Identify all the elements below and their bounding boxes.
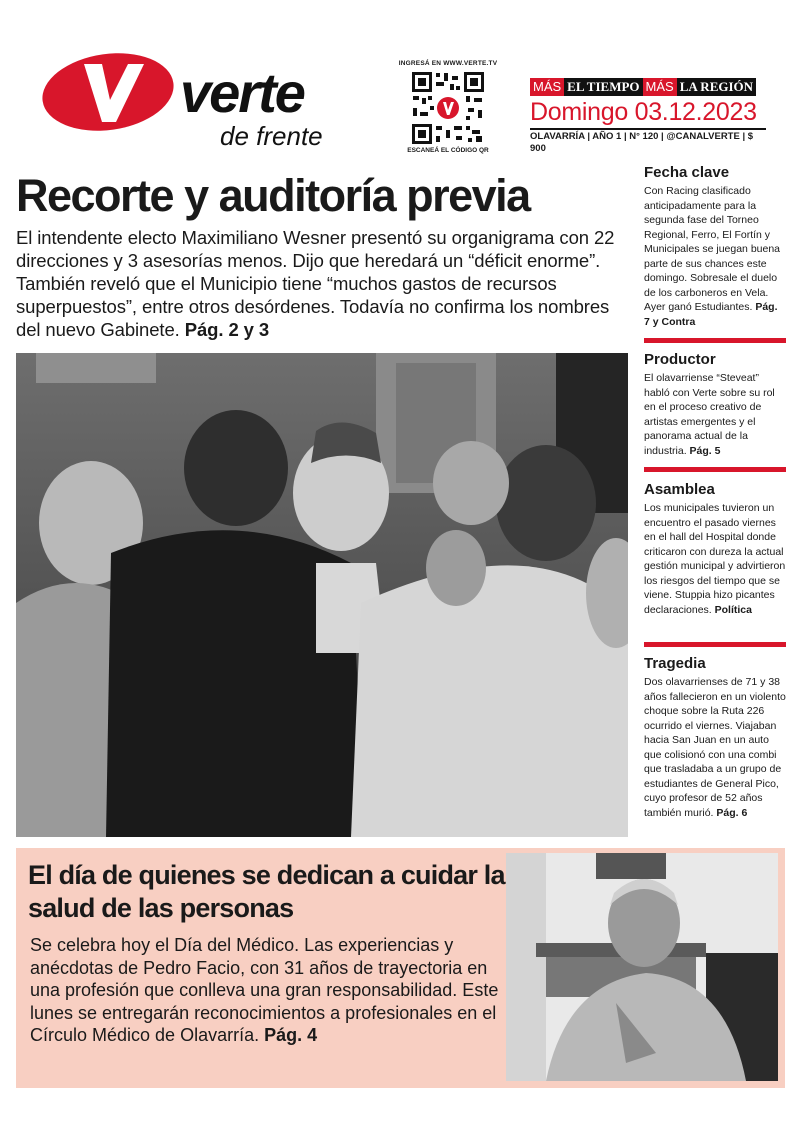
- main-page-ref[interactable]: Pág. 2 y 3: [184, 319, 270, 340]
- side-ref-asamblea[interactable]: Política: [714, 603, 752, 616]
- side-rule-1: [644, 338, 786, 343]
- verte-logo: [36, 50, 366, 150]
- main-headline[interactable]: Recorte y auditoría previa: [16, 170, 530, 221]
- side-rule-2: [644, 467, 786, 472]
- date-rule: [530, 128, 766, 130]
- feature-headline[interactable]: El día de quienes se dedican a cuidar la salud de las personas: [28, 860, 505, 923]
- main-lead-text: El intendente electo Maximiliano Wesner presentó su organigrama con 22 direcciones y 3 asesorías menos. Dijo que heredará un “déficit enorme”. También reveló que el Municipio tiene “muchos gastos de recursos superpuestos”, entre otros desórdenes. Todavía no confirma los nombres del nuevo Gabinete.: [16, 227, 615, 340]
- qr-caption-top: INGRESÁ EN WWW.VERTE.TV: [398, 60, 498, 67]
- side-title-tragedia[interactable]: Tragedia: [644, 655, 706, 672]
- feature-lead-text: Se celebra hoy el Día del Médico. Las experiencias y anécdotas de Pedro Facio, con 31 años de trayectoria en una profesión que conlleva una gran responsabilidad. Este lunes se entregarán reconocimientos a profesionales en el Círculo Médico de Olavarría.: [30, 935, 499, 1046]
- side-text-productor: El olavarriense “Steveat” habló con Verte sobre su rol en el proceso creativo de artistas emergentes y el panorama actual de la industria.: [644, 372, 775, 457]
- brand-name: verte: [180, 61, 304, 124]
- side-body-asamblea: [644, 501, 786, 617]
- side-text-tragedia: Dos olavarrienses de 71 y 38 años fallecieron en un violento choque sobre la Ruta 226 ocurrido el viernes. Viajaban hacia San Juan en un auto que colisionó con una combi que trasladaba a un grupo de estudiantes de General Pico, cuyo profesor de 52 años también murió.: [644, 676, 786, 819]
- side-title-productor[interactable]: Productor: [644, 351, 716, 368]
- main-photo: [16, 353, 628, 837]
- feature-photo: [506, 853, 778, 1081]
- side-rule-3: [644, 642, 786, 647]
- feature-page-ref[interactable]: Pág. 4: [264, 1025, 318, 1046]
- section-bar: [530, 78, 765, 96]
- side-text-asamblea: Los municipales tuvieron un encuentro el pasado viernes en el hall del Hospital donde criticaron con dureza la actual gestión municipal y advirtieron los riesgos del tiempo que se viene. Stuppia hizo picantes declaraciones.: [644, 502, 786, 616]
- side-body-tragedia: [644, 675, 786, 820]
- qr-caption-bottom: ESCANEÁ EL CÓDIGO QR: [407, 147, 489, 154]
- issue-meta: OLAVARRÍA | AÑO 1 | N° 120 | @CANALVERTE | $ 900: [530, 131, 754, 154]
- bar-la-region[interactable]: LA REGIÓN: [677, 78, 756, 96]
- side-body-productor: [644, 371, 786, 458]
- bar-mas-1: MÁS: [530, 78, 564, 96]
- issue-date: Domingo 03.12.2023: [530, 98, 757, 126]
- side-title-fecha-clave[interactable]: Fecha clave: [644, 164, 730, 181]
- bar-el-tiempo[interactable]: EL TIEMPO: [564, 78, 642, 96]
- feature-lead: [30, 934, 500, 1047]
- qr-code[interactable]: [410, 70, 486, 146]
- brand-tagline: de frente: [220, 121, 323, 150]
- side-ref-productor[interactable]: Pág. 5: [689, 444, 721, 457]
- main-lead: [16, 226, 632, 341]
- side-text-fecha-clave: Con Racing clasificado anticipadamente para la segunda fase del Torneo Regional, Ferro, El Fortín y Municipales se juegan buena parte de sus chances este domingo. Sobresale el duelo de los carboneros en Vela. Ayer ganó Estudiantes.: [644, 185, 781, 313]
- side-title-asamblea[interactable]: Asamblea: [644, 481, 715, 498]
- bar-mas-2: MÁS: [643, 78, 677, 96]
- side-ref-tragedia[interactable]: Pág. 6: [716, 806, 748, 819]
- logo-mark: [37, 50, 178, 139]
- side-body-fecha-clave: [644, 184, 786, 329]
- side-ref-fecha-clave[interactable]: Pág. 7 y Contra: [644, 301, 778, 328]
